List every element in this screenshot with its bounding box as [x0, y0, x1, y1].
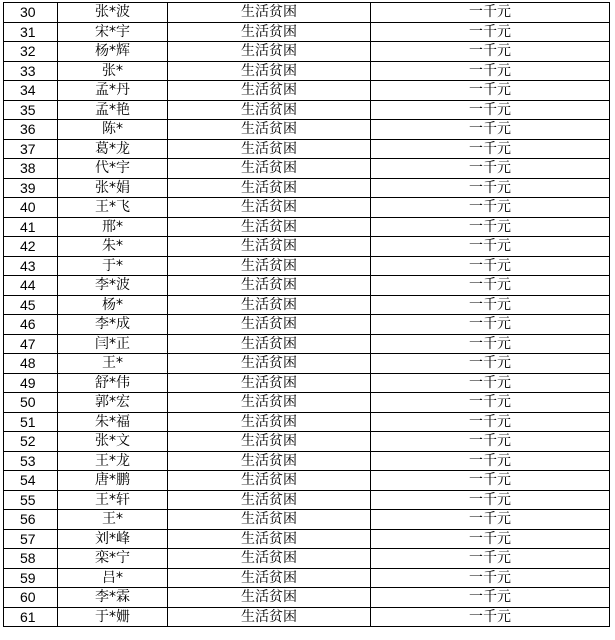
amount-cell: 一千元 [371, 198, 610, 218]
name-cell: 王* [58, 354, 168, 374]
amount-cell: 一千元 [371, 159, 610, 179]
row-number-cell: 35 [4, 100, 58, 120]
reason-cell: 生活贫困 [168, 412, 371, 432]
name-cell: 王*龙 [58, 451, 168, 471]
table-row [4, 237, 610, 257]
row-number-cell: 56 [4, 510, 58, 530]
reason-cell: 生活贫困 [168, 3, 371, 23]
name-cell: 杨* [58, 295, 168, 315]
amount-cell: 一千元 [371, 256, 610, 276]
amount-cell: 一千元 [371, 471, 610, 491]
amount-cell: 一千元 [371, 568, 610, 588]
row-number-cell: 33 [4, 61, 58, 81]
amount-cell: 一千元 [371, 100, 610, 120]
table-row [4, 100, 610, 120]
table-row [4, 295, 610, 315]
name-cell: 闫*正 [58, 334, 168, 354]
amount-cell: 一千元 [371, 490, 610, 510]
table-row [4, 334, 610, 354]
row-number-cell: 32 [4, 42, 58, 62]
reason-cell: 生活贫困 [168, 256, 371, 276]
table-row [4, 217, 610, 237]
table-row [4, 198, 610, 218]
row-number-cell: 45 [4, 295, 58, 315]
reason-cell: 生活贫困 [168, 432, 371, 452]
amount-cell: 一千元 [371, 217, 610, 237]
name-cell: 于*姗 [58, 607, 168, 627]
row-number-cell: 53 [4, 451, 58, 471]
table-row [4, 81, 610, 101]
row-number-cell: 41 [4, 217, 58, 237]
assistance-list-sheet [3, 2, 609, 627]
table-row [4, 61, 610, 81]
name-cell: 李*成 [58, 315, 168, 335]
table-row [4, 256, 610, 276]
reason-cell: 生活贫困 [168, 568, 371, 588]
name-cell: 宋*宇 [58, 22, 168, 42]
assistance-table [3, 2, 610, 627]
amount-cell: 一千元 [371, 295, 610, 315]
amount-cell: 一千元 [371, 61, 610, 81]
table-row [4, 373, 610, 393]
amount-cell: 一千元 [371, 315, 610, 335]
reason-cell: 生活贫困 [168, 451, 371, 471]
amount-cell: 一千元 [371, 412, 610, 432]
reason-cell: 生活贫困 [168, 607, 371, 627]
amount-cell: 一千元 [371, 3, 610, 23]
amount-cell: 一千元 [371, 139, 610, 159]
name-cell: 陈* [58, 120, 168, 140]
reason-cell: 生活贫困 [168, 237, 371, 257]
row-number-cell: 38 [4, 159, 58, 179]
row-number-cell: 57 [4, 529, 58, 549]
table-row [4, 393, 610, 413]
amount-cell: 一千元 [371, 42, 610, 62]
row-number-cell: 30 [4, 3, 58, 23]
table-row [4, 178, 610, 198]
row-number-cell: 47 [4, 334, 58, 354]
name-cell: 代*宇 [58, 159, 168, 179]
table-row [4, 315, 610, 335]
name-cell: 郭*宏 [58, 393, 168, 413]
reason-cell: 生活贫困 [168, 61, 371, 81]
table-row [4, 568, 610, 588]
amount-cell: 一千元 [371, 432, 610, 452]
row-number-cell: 54 [4, 471, 58, 491]
row-number-cell: 43 [4, 256, 58, 276]
row-number-cell: 51 [4, 412, 58, 432]
reason-cell: 生活贫困 [168, 393, 371, 413]
table-row [4, 529, 610, 549]
row-number-cell: 48 [4, 354, 58, 374]
reason-cell: 生活贫困 [168, 276, 371, 296]
table-body [4, 3, 610, 627]
name-cell: 葛*龙 [58, 139, 168, 159]
table-row [4, 451, 610, 471]
reason-cell: 生活贫困 [168, 588, 371, 608]
name-cell: 舒*伟 [58, 373, 168, 393]
reason-cell: 生活贫困 [168, 354, 371, 374]
reason-cell: 生活贫困 [168, 42, 371, 62]
row-number-cell: 39 [4, 178, 58, 198]
table-row [4, 412, 610, 432]
table-row [4, 607, 610, 627]
table-row [4, 42, 610, 62]
name-cell: 于* [58, 256, 168, 276]
amount-cell: 一千元 [371, 237, 610, 257]
row-number-cell: 44 [4, 276, 58, 296]
reason-cell: 生活贫困 [168, 178, 371, 198]
amount-cell: 一千元 [371, 354, 610, 374]
table-row [4, 471, 610, 491]
reason-cell: 生活贫困 [168, 295, 371, 315]
reason-cell: 生活贫困 [168, 315, 371, 335]
reason-cell: 生活贫困 [168, 549, 371, 569]
amount-cell: 一千元 [371, 393, 610, 413]
table-row [4, 510, 610, 530]
name-cell: 杨*辉 [58, 42, 168, 62]
amount-cell: 一千元 [371, 451, 610, 471]
reason-cell: 生活贫困 [168, 471, 371, 491]
row-number-cell: 46 [4, 315, 58, 335]
name-cell: 李*霖 [58, 588, 168, 608]
reason-cell: 生活贫困 [168, 490, 371, 510]
amount-cell: 一千元 [371, 588, 610, 608]
amount-cell: 一千元 [371, 334, 610, 354]
name-cell: 李*波 [58, 276, 168, 296]
row-number-cell: 34 [4, 81, 58, 101]
name-cell: 张*娟 [58, 178, 168, 198]
table-row [4, 588, 610, 608]
table-row [4, 159, 610, 179]
amount-cell: 一千元 [371, 22, 610, 42]
table-row [4, 276, 610, 296]
row-number-cell: 60 [4, 588, 58, 608]
reason-cell: 生活贫困 [168, 510, 371, 530]
row-number-cell: 37 [4, 139, 58, 159]
reason-cell: 生活贫困 [168, 100, 371, 120]
name-cell: 王* [58, 510, 168, 530]
name-cell: 张*波 [58, 3, 168, 23]
name-cell: 王*飞 [58, 198, 168, 218]
row-number-cell: 50 [4, 393, 58, 413]
row-number-cell: 40 [4, 198, 58, 218]
row-number-cell: 61 [4, 607, 58, 627]
name-cell: 刘*峰 [58, 529, 168, 549]
reason-cell: 生活贫困 [168, 198, 371, 218]
table-row [4, 22, 610, 42]
reason-cell: 生活贫困 [168, 334, 371, 354]
amount-cell: 一千元 [371, 510, 610, 530]
name-cell: 朱* [58, 237, 168, 257]
reason-cell: 生活贫困 [168, 22, 371, 42]
name-cell: 邢* [58, 217, 168, 237]
table-row [4, 3, 610, 23]
amount-cell: 一千元 [371, 373, 610, 393]
name-cell: 孟*丹 [58, 81, 168, 101]
amount-cell: 一千元 [371, 81, 610, 101]
row-number-cell: 36 [4, 120, 58, 140]
row-number-cell: 58 [4, 549, 58, 569]
row-number-cell: 49 [4, 373, 58, 393]
table-row [4, 490, 610, 510]
row-number-cell: 42 [4, 237, 58, 257]
reason-cell: 生活贫困 [168, 373, 371, 393]
name-cell: 王*轩 [58, 490, 168, 510]
name-cell: 吕* [58, 568, 168, 588]
reason-cell: 生活贫困 [168, 139, 371, 159]
name-cell: 张*文 [58, 432, 168, 452]
amount-cell: 一千元 [371, 276, 610, 296]
row-number-cell: 59 [4, 568, 58, 588]
amount-cell: 一千元 [371, 549, 610, 569]
row-number-cell: 55 [4, 490, 58, 510]
name-cell: 张* [58, 61, 168, 81]
name-cell: 栾*宁 [58, 549, 168, 569]
amount-cell: 一千元 [371, 607, 610, 627]
reason-cell: 生活贫困 [168, 159, 371, 179]
row-number-cell: 52 [4, 432, 58, 452]
table-row [4, 549, 610, 569]
name-cell: 孟*艳 [58, 100, 168, 120]
table-row [4, 354, 610, 374]
reason-cell: 生活贫困 [168, 81, 371, 101]
reason-cell: 生活贫困 [168, 217, 371, 237]
table-row [4, 432, 610, 452]
table-row [4, 120, 610, 140]
reason-cell: 生活贫困 [168, 529, 371, 549]
table-row [4, 139, 610, 159]
name-cell: 唐*鹏 [58, 471, 168, 491]
amount-cell: 一千元 [371, 529, 610, 549]
row-number-cell: 31 [4, 22, 58, 42]
amount-cell: 一千元 [371, 120, 610, 140]
amount-cell: 一千元 [371, 178, 610, 198]
reason-cell: 生活贫困 [168, 120, 371, 140]
name-cell: 朱*福 [58, 412, 168, 432]
